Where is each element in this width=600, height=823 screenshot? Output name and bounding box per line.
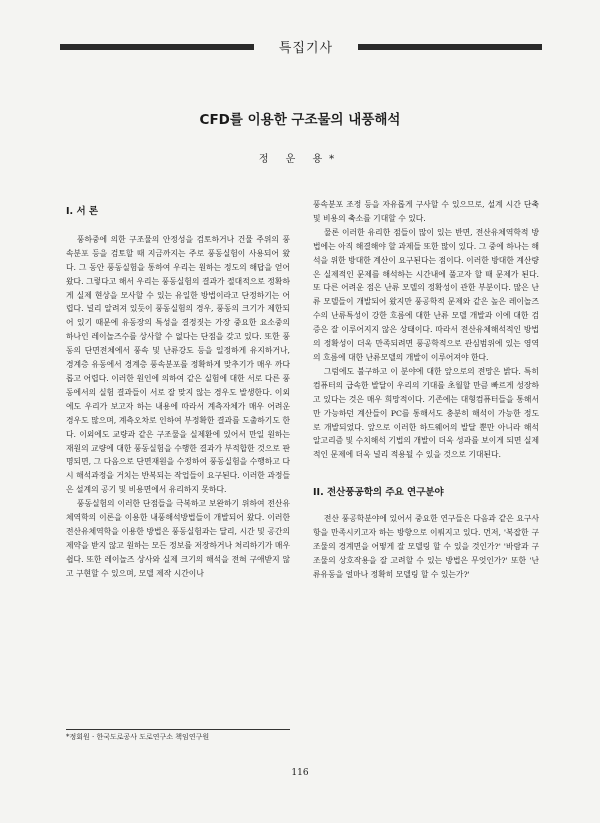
right-column	[313, 198, 539, 582]
section-heading-research: II. 전산풍공학의 주요 연구분야	[313, 487, 444, 499]
body-paragraph: 전산 풍공학분야에 있어서 중요한 연구들은 다음과 같은 요구사항을 만족시키고자 하는 방향으로 이뤄지고 있다. 먼저, '복잡한 구조물의 경계면을 어떻게 잘 모델링 할 수 있을 것인가?' '바람과 구조물의 상호작용을 잘 고려할 수 있는 방법은 무엇인가?' 또한 '난류유동을 얼마나 정확히 모델링 할 수 있는가?'	[313, 514, 539, 579]
body-paragraph: 풍동실험의 이러한 단점들을 극복하고 보완하기 위하여 전산유체역학의 이론을 이용한 내풍해석방법들이 개발되어 왔다. 이러한 전산유체역학을 이용한 방법은 풍동실험과는 달리, 시간 및 공간의 제약을 받지 않고 원하는 모든 정보를 저장하거나 처리하기가 매우 쉽다. 또한 레이놀즈 상사와 실제 크기의 해석을 전혀 구애받지 않고 구현할 수 있으며, 모델 제작 시간이나	[66, 499, 290, 578]
section-heading-intro: I. 서 론	[66, 206, 99, 217]
page-number: 116	[291, 768, 309, 778]
footnote-rule	[66, 729, 290, 730]
author-line: 정 운 용*	[258, 154, 342, 165]
section-tab: 특집기사	[254, 36, 358, 62]
body-paragraph: 그럼에도 불구하고 이 분야에 대한 앞으로의 전망은 밝다. 특히 컴퓨터의 급속한 발달이 우리의 기대를 초월할 만큼 빠르게 성장하고 있다는 것은 매우 희망적이다. 기존에는 대형컴퓨터들을 통해서만 가능하던 계산들이 PC를 통해서도 충분히 해석이 가능한 정도로 개발되었다. 앞으로 이러한 하드웨어의 발달 뿐만 아니라 해석 알고리즘 및 수치해석 기법의 개발이 더욱 성과를 보이게 되면 실제적인 문제에 더욱 널리 적용될 수 있을 것으로 기대된다.	[313, 366, 539, 460]
body-paragraph: 풍속분포 조정 등을 자유롭게 구사할 수 있으므로, 설계 시간 단축 및 비용의 축소를 기대할 수 있다.	[313, 200, 539, 223]
body-paragraph: 풍하중에 의한 구조물의 안정성을 검토하거나 건물 주위의 풍속분포 등을 검토할 때 지금까지는 주로 풍동실험이 사용되어 왔다. 그 동안 풍동실험을 통하여 우리는 원하는 정도의 해답을 얻어왔다. 그렇다고 해서 우리는 풍동실험의 결과가 절대적으로 정확하게 실제 현상을 모사할 수 있는 유일한 방법이라고 단정하기는 어렵다. 널리 알려져 있듯이 풍동실험의 경우, 풍동의 크기가 제한되어 있기 때문에 유동장의 특성을 결정짓는 가장 중요한 요소중의 하나인 레이놀즈수를 상사할 수 없다는 단점을 갖고 있다. 또한 풍동의 단면전체에서 풍속 및 난류강도 등을 일정하게 유지하거나, 경계층 유동에서 경계층 풍속분포를 정확하게 맞추기가 매우 까다롭고 어렵다. 이러한 원인에 의하여 같은 실험에 대한 서로 다른 풍동에서의 실험 결과들이 서로 잘 맞지 않는 경우도 발생한다. 이외에도 우리가 보고자 하는 내용에 따라서 계측자체가 매우 어려운 경우도 많으며, 계측오차로 인하여 부정확한 결과를 도출하기도 한다. 이외에도 교량과 같은 구조물을 실제환에 있어서 만일 원하는 재원의 교량에 대한 풍동실험을 수행한 결과가 부적합한 것으로 판명되면, 그 다음으로 단면재원을 수정하여 풍동실험을 수행하고 다시 해석과정을 거치는 반복되는 작업들이 요구된다. 이러한 과정들은 설계의 공기 및 비용면에서 유리하지 못하다.	[66, 234, 290, 495]
author-footnote: *정회원 · 한국도로공사 도로연구소 책임연구원	[66, 733, 210, 741]
left-column	[66, 198, 290, 581]
body-paragraph: 물론 이러한 유리한 점들이 많이 있는 반면, 전산유체역학적 방법에는 아직 해결해야 할 과제들 또한 많이 있다. 그 중에 하나는 해석을 위한 방대한 계산이 요구된다는 점이다. 이러한 방대한 계산량은 실제적인 문제를 해석하는 시간내에 풀고자 할 때 문제가 된다. 또 다른 어려운 점은 난류 모델의 정확성이 관한 부분이다. 많은 난류 모델들이 개발되어 왔지만 풍공학적 문제와 같은 높은 레이놀즈수의 난류특성이 강한 흐름에 대한 난류 모델 개발과 이에 대한 검증은 잘 이루어지지 않은 상태이다. 따라서 전산유체해석적인 방법의 정확성이 더욱 만족되려면 풍공학적으로 관심범위에 있는 영역의 흐름에 대한 난류모델의 개발이 이루어져야 한다.	[313, 227, 539, 362]
article-title: CFD를 이용한 구조물의 내풍해석	[199, 112, 401, 128]
